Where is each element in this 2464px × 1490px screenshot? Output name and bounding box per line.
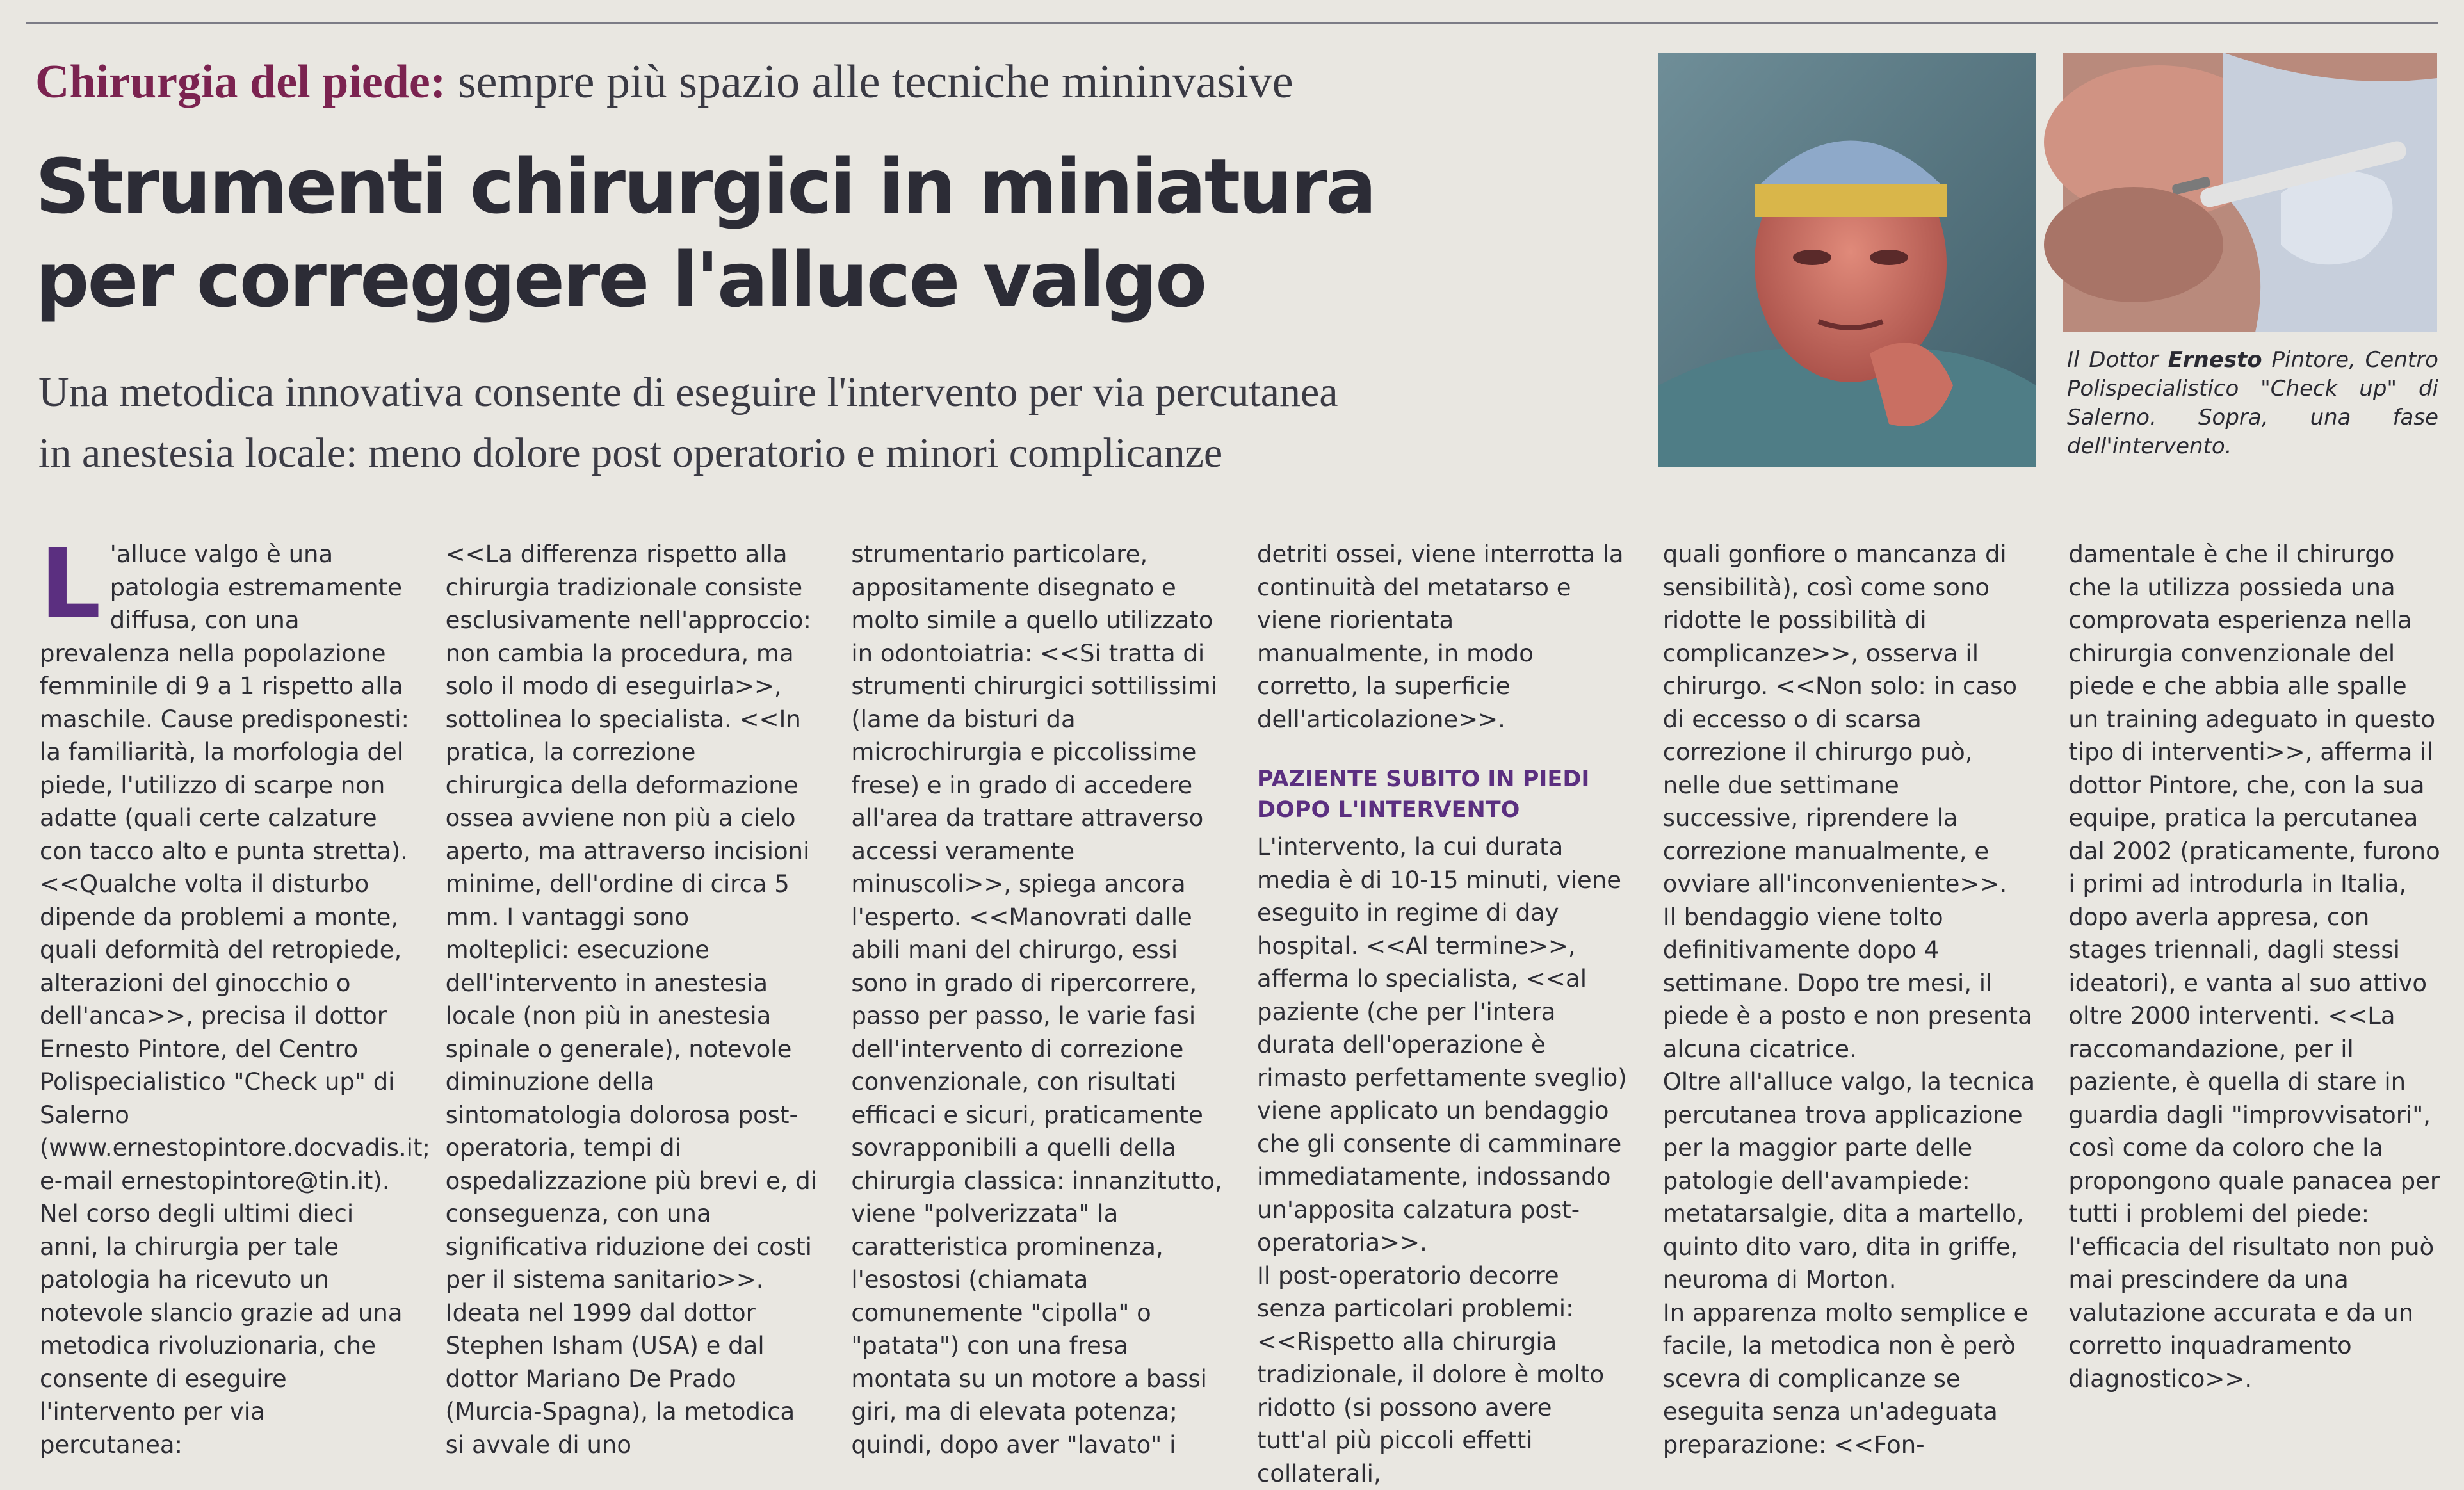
caption-name: Ernesto: [2168, 347, 2262, 373]
text-column-5: [1662, 538, 2036, 1459]
column-2-text: <<La differenza rispetto alla chirurgia tradizionale consiste esclusivamente nell'approccio: non cambia la procedura, ma solo il modo di eseguirla>>, sottolinea lo specialista. <<In pratica, la correzione chirurgica della deformazione ossea avviene non più a cielo aperto, ma attraverso incisioni minime, dell'ordine di circa 5 mm. I vantaggi sono molteplici: esecuzione dell'intervento in anestesia locale (non più in anestesia spinale o generale), notevole diminuzione della sintomatologia dolorosa post-operatoria, tempi di ospedalizzazione più brevi e, di conseguenza, con una significativa riduzione dei costi per il sistema sanitario>>. Ideata nel 1999 dal dottor Stephen Isham (USA) e dal dottor Mariano De Prado (Murcia-Spagna), la metodica si avvale di uno: [445, 540, 818, 1459]
text-column-1: [40, 529, 430, 1459]
column-4-bottom-text: L'intervento, la cui durata media è di 10-15 minuti, viene eseguito in regime di day hospital. <<Al termine>>, afferma lo specialista, <<al paziente (che per l'intera durata dell'operazione è rimasto perfettamente sveglio) viene applicato un bendaggio che gli consente di camminare immediatamente, indossando un'apposita calzatura post-operatoria>>. Il post-operatorio decorre senza particolari problemi: <<Rispetto alla chirurgia tradizionale, il dolore è molto ridotto (si possono avere tutt'al più piccoli effetti collaterali,: [1257, 833, 1627, 1487]
top-rule: [26, 22, 2438, 24]
text-column-2: [445, 538, 818, 1459]
photo-caption: [2067, 346, 2438, 461]
article-body: [40, 529, 2441, 1487]
deck-line-1: Una metodica innovativa consente di eseguire l'intervento per via percutanea: [38, 369, 1338, 416]
caption-prefix: Il Dottor: [2067, 347, 2168, 373]
section-subheading: PAZIENTE SUBITO IN PIEDI DOPO L'INTERVENTO: [1257, 766, 1590, 823]
surgery-photo: [2063, 53, 2437, 332]
text-column-4: [1257, 538, 1630, 1487]
doctor-portrait-photo: [1658, 53, 2036, 467]
column-5-text: quali gonfiore o mancanza di sensibilità), così come sono ridotte le possibilità di complicanze>>, osserva il chirurgo. <<Non solo: in caso di eccesso o di scarsa correzione il chirurgo può, nelle due settimane successive, riprendere la correzione manualmente, e ovviare all'inconveniente>>. Il bendaggio viene tolto definitivamente dopo 4 settimane. Dopo tre mesi, il piede è a posto e non presenta alcuna cicatrice. Oltre all'alluce valgo, la tecnica percutanea trova applicazione per la maggior parte delle patologie dell'avampiede: metatarsalgie, dita a martello, quinto dito varo, dita in griffe, neuroma di Morton. In apparenza molto semplice e facile, la metodica non è però scevra di complicanze se eseguita senza un'adeguata preparazione: <<Fon-: [1662, 540, 2036, 1459]
headline-line-2: per correggere l'alluce valgo: [35, 236, 1206, 324]
column-4-top-text: detriti ossei, viene interrotta la continuità del metatarso e viene riorientata manualmente, in modo corretto, la superficie dell'articolazione>>.: [1257, 540, 1624, 733]
headline-line-1: Strumenti chirurgici in miniatura: [35, 142, 1375, 231]
column-3-text: strumentario particolare, appositamente disegnato e molto simile a quello utilizzato in odontoiatria: <<Si tratta di strumenti chirurgici sottilissimi (lame da bisturi da microchirurgia e piccolissime frese) e in grado di accedere all'area da trattare attraverso accessi veramente minuscoli>>, spiega ancora l'esperto. <<Manovrati dalle abili mani del chirurgo, essi sono in grado di ripercorrere, passo per passo, le varie fasi dell'intervento di correzione convenzionale, con risultati efficaci e sicuri, praticamente sovrapponibili a quelli della chirurgia classica: innanzitutto, viene "polverizzata" la caratteristica prominenza, l'esostosi (chiamata comunemente "cipolla" o "patata") con una fresa montata su un motore a bassi giri, ma di elevata potenza; quindi, dopo aver "lavato" i: [851, 540, 1222, 1459]
kicker-rest: sempre più spazio alle tecniche mininvasive: [457, 56, 1293, 108]
article-headline: [35, 140, 1610, 327]
surgery-illustration: [2063, 53, 2437, 332]
text-column-3: [851, 538, 1224, 1459]
kicker-lead: Chirurgia del piede:: [35, 56, 446, 108]
deck-line-2: in anestesia locale: meno dolore post operatorio e minori complicanze: [38, 430, 1223, 476]
column-6-text: damentale è che il chirurgo che la utilizza possieda una comprovata esperienza nella chirurgia convenzionale del piede e che abbia alle spalle un training adeguato in questo tipo di interventi>>, afferma il dottor Pintore, che, con la sua equipe, pratica la percutanea dal 2002 (praticamente, furono i primi ad introdurla in Italia, dopo averla appresa, con stages triennali, dagli stessi ideatori), e vanta al suo attivo oltre 2000 interventi. <<La raccomandazione, per il paziente, è quella di stare in guardia dagli "improvvisatori", così come da coloro che la propongono quale panacea per tutti i problemi del piede: l'efficacia del risultato non può mai prescindere da una valutazione accurata e da un corretto inquadramento diagnostico>>.: [2068, 540, 2440, 1393]
article-deck: [38, 362, 1601, 483]
article-kicker: [35, 50, 1604, 114]
text-column-6: [2068, 538, 2441, 1447]
caption-text: Pintore, Centro Polispecialistico "Check up" di Salerno. Sopra, una fase dell'intervento.: [2067, 347, 2438, 459]
drop-cap: L: [40, 529, 101, 640]
doctor-portrait-illustration: [1658, 53, 2036, 467]
column-1-text: 'alluce valgo è una patologia estremamente diffusa, con una prevalenza nella popolazione femminile di 9 a 1 rispetto alla maschile. Cause predisponesti: la familiarità, la morfologia del piede, l'utilizzo di scarpe non adatte (quali certe calzature con tacco alto e punta stretta). <<Qualche volta il disturbo dipende da problemi a monte, quali deformità del retropiede, alterazioni del ginocchio o dell'anca>>, precisa il dottor Ernesto Pintore, del Centro Polispecialistico "Check up" di Salerno (www.ernestopintore.docvadis.it; e-mail ernestopintore@tin.it). Nel corso degli ultimi dieci anni, la chirurgia per tale patologia ha ricevuto un notevole slancio grazie ad una metodica rivoluzionaria, che consente di eseguire l'intervento per via percutanea:: [40, 540, 430, 1459]
